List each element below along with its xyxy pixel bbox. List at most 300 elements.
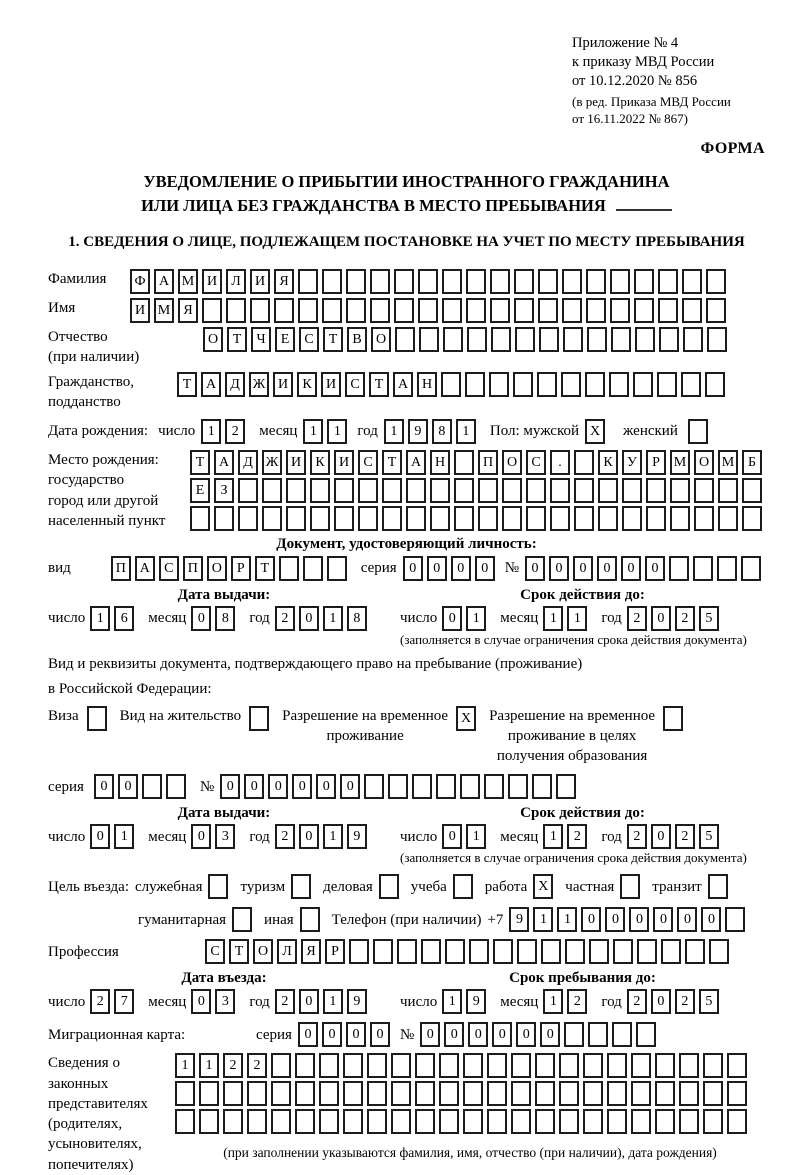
doc-number-field[interactable]: [525, 556, 765, 581]
char-cell[interactable]: [622, 506, 642, 531]
char-cell[interactable]: [703, 1053, 723, 1078]
char-cell[interactable]: 9: [466, 989, 486, 1014]
char-cell[interactable]: [538, 269, 558, 294]
char-cell[interactable]: [583, 1053, 603, 1078]
char-cell[interactable]: [271, 1109, 291, 1134]
char-cell[interactable]: [322, 269, 342, 294]
char-cell[interactable]: [367, 1053, 387, 1078]
char-cell[interactable]: О: [371, 327, 391, 352]
char-cell[interactable]: 1: [327, 419, 347, 444]
char-cell[interactable]: [391, 1081, 411, 1106]
residence-permit-checkbox[interactable]: [249, 706, 273, 731]
char-cell[interactable]: 1: [201, 419, 221, 444]
char-cell[interactable]: [550, 506, 570, 531]
char-cell[interactable]: [466, 298, 486, 323]
char-cell[interactable]: [295, 1109, 315, 1134]
char-cell[interactable]: С: [299, 327, 319, 352]
char-cell[interactable]: [610, 269, 630, 294]
char-cell[interactable]: [291, 874, 311, 899]
char-cell[interactable]: 0: [316, 774, 336, 799]
char-cell[interactable]: [688, 419, 708, 444]
citizenship-field[interactable]: [177, 372, 729, 397]
char-cell[interactable]: [327, 556, 347, 581]
char-cell[interactable]: [443, 327, 463, 352]
char-cell[interactable]: П: [111, 556, 131, 581]
char-cell[interactable]: 0: [268, 774, 288, 799]
char-cell[interactable]: [226, 298, 246, 323]
char-cell[interactable]: [633, 372, 653, 397]
char-cell[interactable]: [490, 269, 510, 294]
char-cell[interactable]: [511, 1053, 531, 1078]
char-cell[interactable]: [214, 506, 234, 531]
char-cell[interactable]: X: [533, 874, 553, 899]
char-cell[interactable]: 0: [370, 1022, 390, 1047]
char-cell[interactable]: [583, 1081, 603, 1106]
purpose-humanitarian-checkbox[interactable]: [232, 907, 256, 932]
char-cell[interactable]: [541, 939, 561, 964]
char-cell[interactable]: 0: [118, 774, 138, 799]
char-cell[interactable]: [562, 269, 582, 294]
char-cell[interactable]: Ж: [262, 450, 282, 475]
patronymic-field[interactable]: [203, 327, 731, 352]
char-cell[interactable]: [574, 450, 594, 475]
char-cell[interactable]: [394, 298, 414, 323]
expiry-year-field[interactable]: [627, 824, 723, 849]
char-cell[interactable]: 1: [323, 606, 343, 631]
char-cell[interactable]: О: [694, 450, 714, 475]
char-cell[interactable]: [682, 269, 702, 294]
char-cell[interactable]: 1: [90, 606, 110, 631]
birth-place-field-line2[interactable]: [190, 478, 766, 503]
char-cell[interactable]: 0: [298, 1022, 318, 1047]
char-cell[interactable]: [693, 556, 713, 581]
char-cell[interactable]: [418, 269, 438, 294]
birth-place-field-line3[interactable]: [190, 506, 766, 531]
char-cell[interactable]: 0: [442, 606, 462, 631]
char-cell[interactable]: [679, 1053, 699, 1078]
char-cell[interactable]: З: [214, 478, 234, 503]
char-cell[interactable]: [484, 774, 504, 799]
char-cell[interactable]: 0: [597, 556, 617, 581]
birth-month-field[interactable]: [303, 419, 351, 444]
char-cell[interactable]: [683, 327, 703, 352]
char-cell[interactable]: [670, 506, 690, 531]
char-cell[interactable]: 0: [444, 1022, 464, 1047]
char-cell[interactable]: [631, 1109, 651, 1134]
char-cell[interactable]: Л: [226, 269, 246, 294]
char-cell[interactable]: [635, 327, 655, 352]
char-cell[interactable]: [598, 478, 618, 503]
char-cell[interactable]: [589, 939, 609, 964]
char-cell[interactable]: X: [585, 419, 605, 444]
char-cell[interactable]: [636, 1022, 656, 1047]
char-cell[interactable]: [515, 327, 535, 352]
char-cell[interactable]: [262, 506, 282, 531]
purpose-study-checkbox[interactable]: [453, 874, 477, 899]
char-cell[interactable]: 8: [347, 606, 367, 631]
char-cell[interactable]: У: [622, 450, 642, 475]
char-cell[interactable]: [622, 478, 642, 503]
char-cell[interactable]: П: [183, 556, 203, 581]
purpose-tourism-checkbox[interactable]: [291, 874, 315, 899]
char-cell[interactable]: Ф: [130, 269, 150, 294]
purpose-commercial-checkbox[interactable]: [379, 874, 403, 899]
char-cell[interactable]: О: [207, 556, 227, 581]
char-cell[interactable]: [502, 506, 522, 531]
char-cell[interactable]: 0: [677, 907, 697, 932]
char-cell[interactable]: [598, 506, 618, 531]
char-cell[interactable]: 0: [621, 556, 641, 581]
char-cell[interactable]: 1: [533, 907, 553, 932]
visa-checkbox[interactable]: [87, 706, 111, 731]
char-cell[interactable]: [535, 1109, 555, 1134]
char-cell[interactable]: И: [130, 298, 150, 323]
char-cell[interactable]: [412, 774, 432, 799]
char-cell[interactable]: 0: [191, 989, 211, 1014]
char-cell[interactable]: 1: [114, 824, 134, 849]
char-cell[interactable]: [487, 1081, 507, 1106]
char-cell[interactable]: [559, 1053, 579, 1078]
char-cell[interactable]: [681, 372, 701, 397]
char-cell[interactable]: [717, 556, 737, 581]
char-cell[interactable]: [742, 506, 762, 531]
char-cell[interactable]: 2: [627, 824, 647, 849]
char-cell[interactable]: 8: [215, 606, 235, 631]
char-cell[interactable]: 1: [199, 1053, 219, 1078]
char-cell[interactable]: [454, 478, 474, 503]
char-cell[interactable]: [382, 506, 402, 531]
char-cell[interactable]: [611, 327, 631, 352]
char-cell[interactable]: 0: [573, 556, 593, 581]
char-cell[interactable]: [319, 1109, 339, 1134]
char-cell[interactable]: И: [286, 450, 306, 475]
char-cell[interactable]: 0: [299, 824, 319, 849]
char-cell[interactable]: 0: [525, 556, 545, 581]
char-cell[interactable]: [489, 372, 509, 397]
issue-day-field[interactable]: [90, 606, 138, 631]
char-cell[interactable]: [166, 774, 186, 799]
edu-residence-permit-checkbox[interactable]: [663, 706, 687, 731]
char-cell[interactable]: [493, 939, 513, 964]
char-cell[interactable]: 0: [94, 774, 114, 799]
char-cell[interactable]: 0: [492, 1022, 512, 1047]
char-cell[interactable]: [585, 372, 605, 397]
char-cell[interactable]: 2: [247, 1053, 267, 1078]
char-cell[interactable]: [511, 1109, 531, 1134]
char-cell[interactable]: [539, 327, 559, 352]
char-cell[interactable]: [550, 478, 570, 503]
char-cell[interactable]: [334, 478, 354, 503]
char-cell[interactable]: [247, 1109, 267, 1134]
char-cell[interactable]: [382, 478, 402, 503]
surname-field[interactable]: [130, 269, 730, 294]
char-cell[interactable]: [300, 907, 320, 932]
char-cell[interactable]: [661, 939, 681, 964]
char-cell[interactable]: 0: [549, 556, 569, 581]
char-cell[interactable]: И: [250, 269, 270, 294]
char-cell[interactable]: Т: [190, 450, 210, 475]
char-cell[interactable]: [271, 1081, 291, 1106]
char-cell[interactable]: [319, 1081, 339, 1106]
doc-series-field[interactable]: [403, 556, 499, 581]
char-cell[interactable]: 1: [466, 606, 486, 631]
char-cell[interactable]: 0: [442, 824, 462, 849]
char-cell[interactable]: 9: [408, 419, 428, 444]
entry-day-field[interactable]: [90, 989, 138, 1014]
char-cell[interactable]: 0: [475, 556, 495, 581]
char-cell[interactable]: [612, 1022, 632, 1047]
char-cell[interactable]: [538, 298, 558, 323]
char-cell[interactable]: [175, 1081, 195, 1106]
char-cell[interactable]: 1: [303, 419, 323, 444]
char-cell[interactable]: Т: [227, 327, 247, 352]
char-cell[interactable]: С: [526, 450, 546, 475]
char-cell[interactable]: Ч: [251, 327, 271, 352]
char-cell[interactable]: 2: [627, 606, 647, 631]
char-cell[interactable]: [463, 1081, 483, 1106]
char-cell[interactable]: Т: [177, 372, 197, 397]
issue-year-field[interactable]: [275, 824, 371, 849]
char-cell[interactable]: С: [205, 939, 225, 964]
char-cell[interactable]: [659, 327, 679, 352]
char-cell[interactable]: [607, 1109, 627, 1134]
migration-series-field[interactable]: [298, 1022, 394, 1047]
char-cell[interactable]: А: [393, 372, 413, 397]
char-cell[interactable]: [373, 939, 393, 964]
char-cell[interactable]: [430, 506, 450, 531]
char-cell[interactable]: 2: [627, 989, 647, 1014]
char-cell[interactable]: [388, 774, 408, 799]
char-cell[interactable]: [364, 774, 384, 799]
char-cell[interactable]: 0: [299, 606, 319, 631]
char-cell[interactable]: Б: [742, 450, 762, 475]
char-cell[interactable]: [343, 1053, 363, 1078]
expiry-month-field[interactable]: [543, 824, 591, 849]
char-cell[interactable]: [703, 1081, 723, 1106]
char-cell[interactable]: [415, 1053, 435, 1078]
char-cell[interactable]: [478, 478, 498, 503]
char-cell[interactable]: 0: [191, 606, 211, 631]
char-cell[interactable]: [310, 478, 330, 503]
char-cell[interactable]: [532, 774, 552, 799]
char-cell[interactable]: 2: [90, 989, 110, 1014]
char-cell[interactable]: [562, 298, 582, 323]
char-cell[interactable]: С: [358, 450, 378, 475]
char-cell[interactable]: [295, 1053, 315, 1078]
char-cell[interactable]: [439, 1081, 459, 1106]
char-cell[interactable]: [199, 1081, 219, 1106]
char-cell[interactable]: 0: [403, 556, 423, 581]
char-cell[interactable]: [502, 478, 522, 503]
char-cell[interactable]: 0: [701, 907, 721, 932]
entry-month-field[interactable]: [191, 989, 239, 1014]
char-cell[interactable]: 9: [347, 824, 367, 849]
char-cell[interactable]: И: [321, 372, 341, 397]
purpose-work-checkbox[interactable]: [533, 874, 557, 899]
char-cell[interactable]: [679, 1081, 699, 1106]
char-cell[interactable]: [232, 907, 252, 932]
migration-number-field[interactable]: [420, 1022, 660, 1047]
char-cell[interactable]: Л: [277, 939, 297, 964]
char-cell[interactable]: [295, 1081, 315, 1106]
char-cell[interactable]: [727, 1109, 747, 1134]
char-cell[interactable]: [631, 1053, 651, 1078]
char-cell[interactable]: О: [253, 939, 273, 964]
char-cell[interactable]: Р: [325, 939, 345, 964]
char-cell[interactable]: [574, 478, 594, 503]
char-cell[interactable]: [439, 1109, 459, 1134]
char-cell[interactable]: Т: [369, 372, 389, 397]
expiry-year-field[interactable]: [627, 606, 723, 631]
char-cell[interactable]: 0: [292, 774, 312, 799]
issue-year-field[interactable]: [275, 606, 371, 631]
char-cell[interactable]: 9: [347, 989, 367, 1014]
char-cell[interactable]: 1: [384, 419, 404, 444]
char-cell[interactable]: [588, 1022, 608, 1047]
char-cell[interactable]: [238, 478, 258, 503]
char-cell[interactable]: 1: [323, 824, 343, 849]
temp-residence-permit-checkbox[interactable]: [456, 706, 480, 731]
char-cell[interactable]: [646, 506, 666, 531]
char-cell[interactable]: [250, 298, 270, 323]
birth-place-field-line1[interactable]: [190, 450, 766, 475]
char-cell[interactable]: М: [670, 450, 690, 475]
char-cell[interactable]: [514, 269, 534, 294]
char-cell[interactable]: [706, 269, 726, 294]
char-cell[interactable]: [460, 774, 480, 799]
char-cell[interactable]: [467, 327, 487, 352]
char-cell[interactable]: [487, 1109, 507, 1134]
char-cell[interactable]: 0: [629, 907, 649, 932]
char-cell[interactable]: [742, 478, 762, 503]
char-cell[interactable]: 1: [456, 419, 476, 444]
char-cell[interactable]: [607, 1081, 627, 1106]
char-cell[interactable]: К: [297, 372, 317, 397]
char-cell[interactable]: [663, 706, 683, 731]
char-cell[interactable]: Я: [274, 269, 294, 294]
char-cell[interactable]: [561, 372, 581, 397]
char-cell[interactable]: [421, 939, 441, 964]
char-cell[interactable]: Д: [225, 372, 245, 397]
char-cell[interactable]: 2: [567, 989, 587, 1014]
char-cell[interactable]: [487, 1053, 507, 1078]
char-cell[interactable]: [634, 269, 654, 294]
char-cell[interactable]: М: [718, 450, 738, 475]
char-cell[interactable]: А: [154, 269, 174, 294]
char-cell[interactable]: 0: [191, 824, 211, 849]
char-cell[interactable]: [286, 478, 306, 503]
char-cell[interactable]: [511, 1081, 531, 1106]
representatives-field-line1[interactable]: [175, 1053, 751, 1078]
char-cell[interactable]: [478, 506, 498, 531]
char-cell[interactable]: Я: [178, 298, 198, 323]
char-cell[interactable]: [87, 706, 107, 731]
char-cell[interactable]: [358, 478, 378, 503]
char-cell[interactable]: [703, 1109, 723, 1134]
char-cell[interactable]: Т: [229, 939, 249, 964]
char-cell[interactable]: 5: [699, 606, 719, 631]
residence-series-field[interactable]: [94, 774, 190, 799]
char-cell[interactable]: [442, 269, 462, 294]
char-cell[interactable]: [208, 874, 228, 899]
char-cell[interactable]: [631, 1081, 651, 1106]
char-cell[interactable]: [727, 1081, 747, 1106]
char-cell[interactable]: [535, 1053, 555, 1078]
char-cell[interactable]: 2: [675, 989, 695, 1014]
expiry-day-field[interactable]: [442, 606, 490, 631]
char-cell[interactable]: [343, 1081, 363, 1106]
char-cell[interactable]: [454, 450, 474, 475]
char-cell[interactable]: [298, 298, 318, 323]
residence-number-field[interactable]: [220, 774, 580, 799]
char-cell[interactable]: 0: [299, 989, 319, 1014]
char-cell[interactable]: 1: [543, 824, 563, 849]
char-cell[interactable]: 6: [114, 606, 134, 631]
char-cell[interactable]: [430, 478, 450, 503]
char-cell[interactable]: [298, 269, 318, 294]
char-cell[interactable]: 0: [451, 556, 471, 581]
char-cell[interactable]: С: [345, 372, 365, 397]
char-cell[interactable]: [262, 478, 282, 503]
char-cell[interactable]: Р: [231, 556, 251, 581]
char-cell[interactable]: К: [598, 450, 618, 475]
char-cell[interactable]: [535, 1081, 555, 1106]
char-cell[interactable]: [367, 1109, 387, 1134]
char-cell[interactable]: [508, 774, 528, 799]
char-cell[interactable]: [454, 506, 474, 531]
char-cell[interactable]: [322, 298, 342, 323]
char-cell[interactable]: А: [135, 556, 155, 581]
char-cell[interactable]: [469, 939, 489, 964]
char-cell[interactable]: [583, 1109, 603, 1134]
purpose-other-checkbox[interactable]: [300, 907, 324, 932]
char-cell[interactable]: [190, 506, 210, 531]
char-cell[interactable]: [199, 1109, 219, 1134]
char-cell[interactable]: [727, 1053, 747, 1078]
char-cell[interactable]: [238, 506, 258, 531]
char-cell[interactable]: [658, 269, 678, 294]
char-cell[interactable]: 0: [645, 556, 665, 581]
char-cell[interactable]: 0: [244, 774, 264, 799]
char-cell[interactable]: [709, 939, 729, 964]
char-cell[interactable]: [310, 506, 330, 531]
representatives-field-line3[interactable]: [175, 1109, 751, 1134]
char-cell[interactable]: 2: [275, 989, 295, 1014]
char-cell[interactable]: 0: [516, 1022, 536, 1047]
birth-year-field[interactable]: [384, 419, 480, 444]
issue-month-field[interactable]: [191, 824, 239, 849]
char-cell[interactable]: И: [202, 269, 222, 294]
char-cell[interactable]: [490, 298, 510, 323]
char-cell[interactable]: [379, 874, 399, 899]
sex-female-checkbox[interactable]: [688, 419, 712, 444]
char-cell[interactable]: [694, 478, 714, 503]
phone-field[interactable]: [509, 907, 749, 932]
char-cell[interactable]: 2: [275, 606, 295, 631]
char-cell[interactable]: 9: [509, 907, 529, 932]
char-cell[interactable]: [559, 1109, 579, 1134]
char-cell[interactable]: [517, 939, 537, 964]
entry-year-field[interactable]: [275, 989, 371, 1014]
char-cell[interactable]: [513, 372, 533, 397]
char-cell[interactable]: [346, 269, 366, 294]
char-cell[interactable]: [705, 372, 725, 397]
char-cell[interactable]: [370, 269, 390, 294]
char-cell[interactable]: [415, 1081, 435, 1106]
char-cell[interactable]: [406, 478, 426, 503]
char-cell[interactable]: [286, 506, 306, 531]
char-cell[interactable]: 0: [322, 1022, 342, 1047]
